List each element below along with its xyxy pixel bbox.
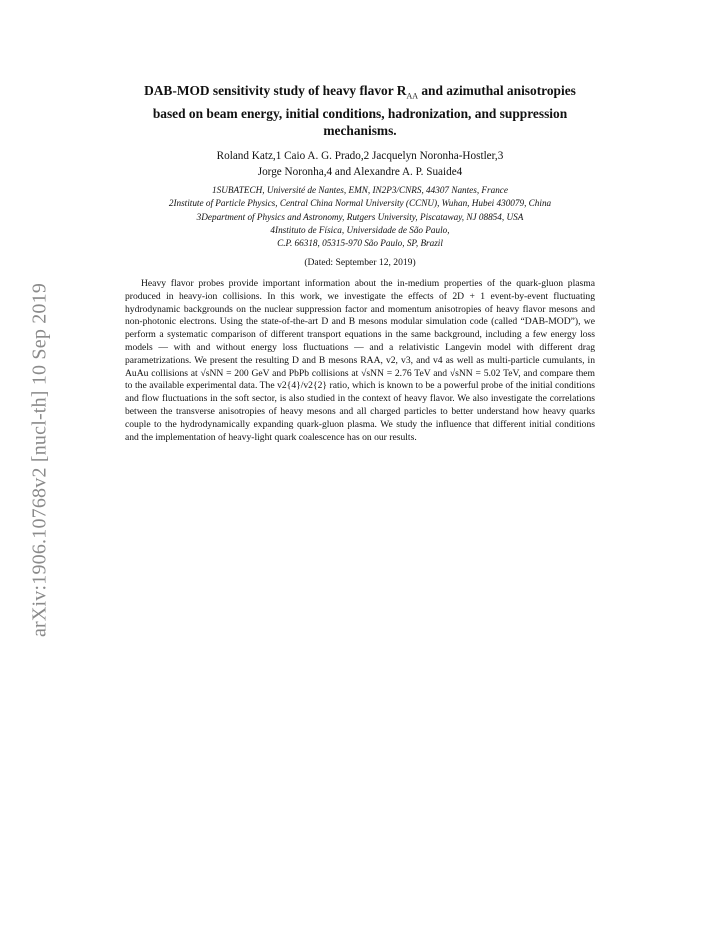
affiliation-1: 1SUBATECH, Université de Nantes, EMN, IN2P3/CNRS, 44307 Nantes, France	[212, 185, 508, 195]
affiliation-4: 4Instituto de Física, Universidade de São Paulo,	[270, 224, 450, 235]
authors-line-2: Jorge Noronha,4 and Alexandre A. P. Suaide4	[257, 166, 463, 178]
affiliation-4-cont: C.P. 66318, 05315-970 São Paulo, SP, Brazil	[277, 238, 443, 249]
arxiv-identifier: arXiv:1906.10768v2 [nucl-th] 10 Sep 2019	[28, 282, 51, 638]
paper-title	[90, 82, 630, 139]
title-line-3: mechanisms.	[323, 122, 397, 138]
affiliation-2: 2Institute of Particle Physics, Central China Normal University (CCNU), Wuhan, Hubei 430079, China	[168, 198, 552, 209]
author-list	[90, 148, 630, 180]
authors-line-1: Roland Katz,1 Caio A. G. Prado,2 Jacquelyn Noronha-Hostler,3	[216, 150, 504, 162]
date-line: (Dated: September 12, 2019)	[304, 257, 416, 268]
title-line-2: based on beam energy, initial conditions, hadronization, and suppression	[152, 105, 568, 121]
abstract: Heavy flavor probes provide important information about the in-medium properties of the quark-gluon plasma produced in heavy-ion collisions. In this work, we investigate the effects of 2D + 1 event-by-event fluctuating hydrodynamic backgrounds on the nuclear suppression factor and momentum anisotropies of heavy flavor mesons and non-photonic electrons. Using the state-of-the-art D and B mesons modular simulation code (called “DAB-MOD”), we perform a systematic comparison of different transport equations in the same background, including a few energy loss models — with and without energy loss fluctuations — and a relativistic Langevin model with different drag parametrizations. We present the resulting D and B mesons RAA, v2, v3, and v4 as well as multi-particle cumulants, in AuAu collisions at √sNN = 200 GeV and PbPb collisions at √sNN = 2.76 TeV and √sNN = 5.02 TeV, and compare them to the available experimental data. The v2{4}/v2{2} ratio, which is known to be a powerful probe of the initial conditions and flow fluctuations in the soft sector, is also studied in the context of heavy flavor. We also investigate the correlations between the transverse anisotropies of heavy mesons and all charged particles to better understand how heavy quarks couple to the hydrodynamically expanding quark-gluon plasma. We study the influence that different initial conditions and the implementation of heavy-light quark coalescence has on our results.	[125, 278, 595, 443]
affiliations	[40, 184, 680, 250]
title-line-1: DAB-MOD sensitivity study of heavy flavor $R_{AA}$ and azimuthal anisotropies	[144, 83, 576, 101]
affiliation-3: 3Department of Physics and Astronomy, Rutgers University, Piscataway, NJ 08854, USA	[196, 211, 524, 222]
